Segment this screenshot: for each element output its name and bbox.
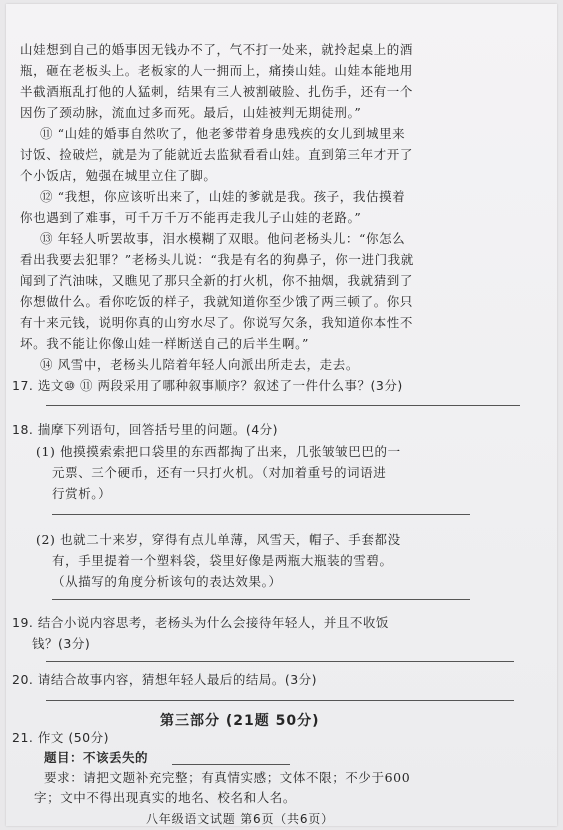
question-18-2-line: （从描写的角度分析该句的表达效果。）	[52, 574, 282, 589]
answer-line-17[interactable]	[46, 405, 520, 406]
passage-paragraph-12: ⑫ “我想，你应该听出来了，山娃的爹就是我。孩子，我估摸着	[40, 189, 406, 204]
essay-requirements-line: 要求：请把文题补充完整；有真情实感；文体不限；不少于600	[44, 770, 411, 785]
question-18-1-line: 行赏析。）	[52, 486, 112, 501]
essay-title-blank[interactable]	[172, 764, 290, 765]
passage-line: 你也遇到了难事，可千万千万不能再走我儿子山娃的老路。”	[20, 210, 362, 225]
question-18-1-line: 元票、三个硬币，还有一只打火机。（对加着重号的词语进	[52, 465, 387, 480]
passage-paragraph-14: ⑭ 风雪中，老杨头儿陪着年轻人向派出所走去，走去。	[40, 357, 359, 372]
question-18-2-line: 有，手里提着一个塑料袋，袋里好像是两瓶大瓶装的雪碧。	[52, 553, 393, 568]
question-18: 18. 揣摩下列语句，回答括号里的问题。(4分)	[12, 422, 279, 437]
page-footer: 八年级语文试题 第6页（共6页）	[146, 812, 334, 826]
question-18-1-line: (1) 他摸摸索索把口袋里的东西都掏了出来，几张皱皱巴巴的一	[36, 444, 401, 459]
essay-title-prompt: 题目：不该丢失的	[44, 750, 149, 765]
question-20: 20. 请结合故事内容，猜想年轻人最后的结局。(3分)	[12, 672, 318, 687]
passage-line: 个小饭店，勉强在城里立住了脚。	[20, 168, 217, 183]
passage-line: 山娃想到自己的婚事因无钱办不了，气不打一处来，就拎起桌上的酒	[20, 42, 414, 57]
passage-line: 有十来元钱，说明你真的山穷水尽了。你说写欠条，我知道你本性不	[20, 315, 414, 330]
passage-line: 半截酒瓶乱打他的人猛刺，结果有三人被割破脸、扎伤手，还有一个	[20, 84, 414, 99]
exam-page	[6, 4, 557, 826]
passage-line: 瓶，砸在老板头上。老板家的人一拥而上，痛揍山娃。山娃本能地用	[20, 63, 414, 78]
answer-line-20[interactable]	[46, 700, 514, 701]
passage-line: 你想做什么。看你吃饭的样子，我就知道你至少饿了两三顿了。你只	[20, 294, 414, 309]
passage-line: 看出我要去犯罪？”老杨头儿说：“我是有名的狗鼻子，你一进门我就	[20, 252, 414, 267]
answer-line-18-1[interactable]	[52, 514, 470, 515]
passage-paragraph-13: ⑬ 年轻人听罢故事，泪水模糊了双眼。他问老杨头儿：“你怎么	[40, 231, 406, 246]
passage-line: 闻到了汽油味，又瞧见了那只全新的打火机，你不抽烟，我就猜到了	[20, 273, 414, 288]
question-19-cont: 钱？(3分)	[32, 636, 91, 651]
question-19: 19. 结合小说内容思考，老杨头为什么会接待年轻人，并且不收饭	[12, 615, 389, 630]
passage-line: 讨饭、捡破烂，就是为了能就近去监狱看看山娃。直到第三年才开了	[20, 147, 414, 162]
question-17: 17. 选文⑩ ⑪ 两段采用了哪种叙事顺序？叙述了一件什么事？(3分)	[12, 378, 403, 393]
answer-line-19[interactable]	[46, 661, 514, 662]
answer-line-18-2[interactable]	[52, 599, 470, 600]
passage-line: 坏。我不能让你像山娃一样断送自己的后半生啊。”	[20, 336, 309, 351]
passage-paragraph-11: ⑪ “山娃的婚事自然吹了，他老爹带着身患残疾的女儿到城里来	[40, 126, 406, 141]
section-3-heading: 第三部分 (21题 50分)	[160, 713, 320, 729]
question-18-2-line: (2) 也就二十来岁，穿得有点儿单薄，风雪天，帽子、手套都没	[36, 532, 401, 547]
question-21: 21. 作文 (50分)	[12, 730, 109, 745]
passage-line: 因伤了颈动脉，流血过多而死。最后，山娃被判无期徒刑。”	[20, 105, 362, 120]
essay-requirements-line: 字；文中不得出现真实的地名、校名和人名。	[34, 790, 297, 805]
